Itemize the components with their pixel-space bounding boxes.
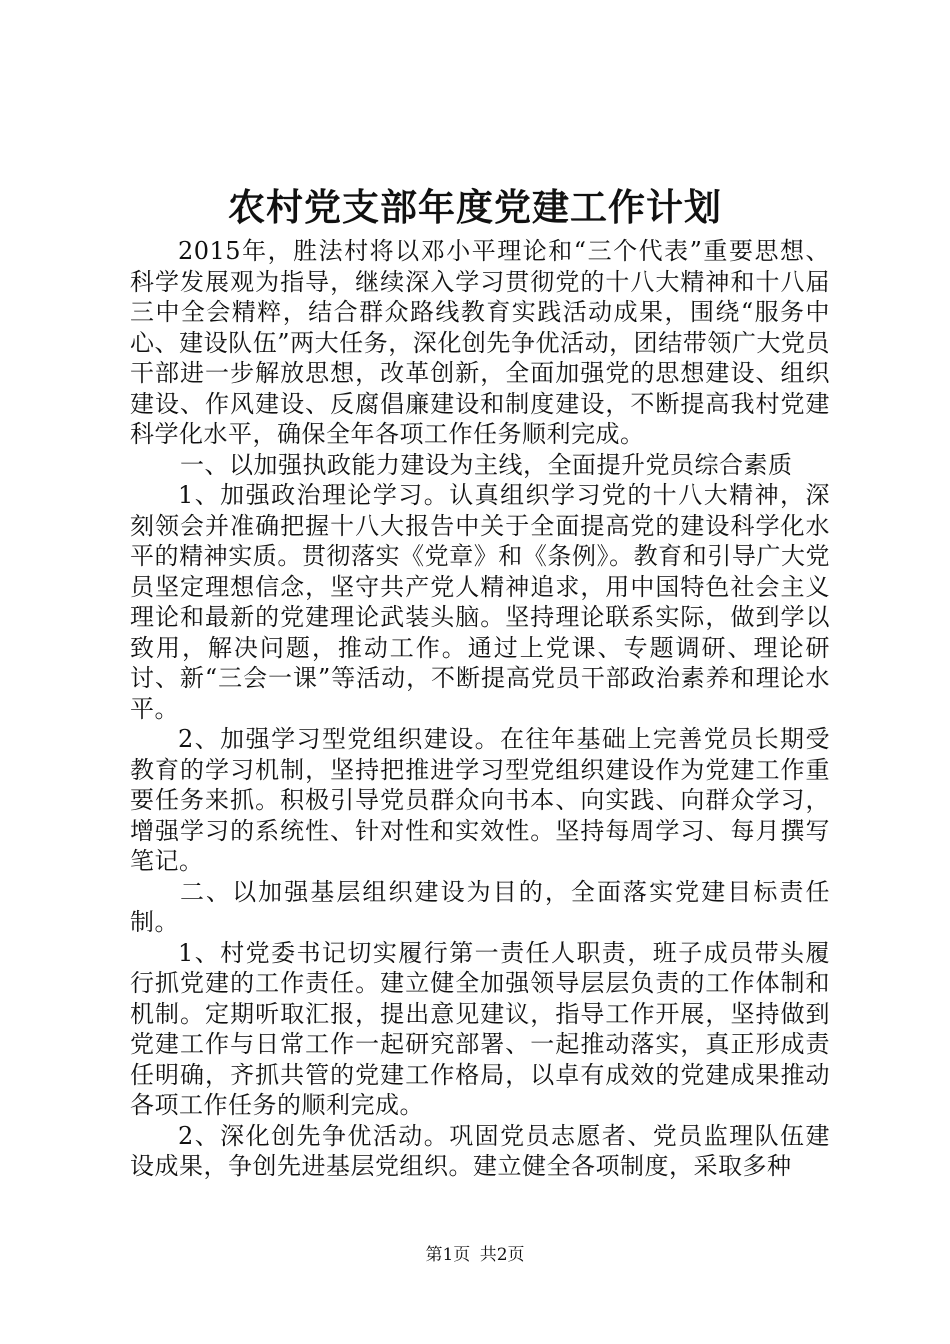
intro-paragraph: 2015年，胜法村将以邓小平理论和“三个代表”重要思想、科学发展观为指导，继续深入学习贯彻党的十八大精神和十八届三中全会精粹，结合群众路线教育实践活动成果，围绕“服务中心、建设队伍”两大任务，深化创先争优活动，团结带领广大党员干部进一步解放思想，改革创新，全面加强党的思想建设、组织建设、作风建设、反腐倡廉建设和制度建设，不断提高我村党建科学化水平，确保全年各项工作任务顺利完成。	[130, 237, 830, 448]
document-body	[130, 236, 830, 1182]
section-1-item-2: 2、加强学习型党组织建设。在往年基础上完善党员长期受教育的学习机制，坚持把推进学习型党组织建设作为党建工作重要任务来抓。积极引导党员群众向书本、向实践、向群众学习，增强学习的系统性、针对性和实效性。坚持每周学习、每月撰写笔记。	[130, 725, 830, 875]
section-heading-1: 一、以加强执政能力建设为主线，全面提升党员综合素质	[180, 450, 793, 479]
section-1-item-1: 1、加强政治理论学习。认真组织学习党的十八大精神，深刻领会并准确把握十八大报告中关于全面提高党的建设科学化水平的精神实质。贯彻落实《党章》和《条例》。教育和引导广大党员坚定理想信念，坚守共产党人精神追求，用中国特色社会主义理论和最新的党建理论武装头脑。坚持理论联系实际，做到学以致用，解决问题，推动工作。通过上党课、专题调研、理论研讨、新“三会一课”等活动，不断提高党员干部政治素养和理论水平。	[130, 481, 830, 723]
section-2-item-1: 1、村党委书记切实履行第一责任人职责，班子成员带头履行抓党建的工作责任。建立健全加强领导层层负责的工作体制和机制。定期听取汇报，提出意见建议，指导工作开展，坚持做到党建工作与日常工作一起研究部署、一起推动落实，真正形成责任明确，齐抓共管的党建工作格局，以卓有成效的党建成果推动各项工作任务的顺利完成。	[130, 938, 830, 1119]
page-number: 第1页	[425, 1245, 471, 1265]
section-heading-2: 二、以加强基层组织建设为目的，全面落实党建目标责任制。	[130, 877, 830, 936]
document-title: 农村党支部年度党建工作计划	[228, 185, 722, 229]
page-footer	[0, 1243, 950, 1267]
page-total: 共2页	[479, 1245, 525, 1265]
section-2-item-2: 2、深化创先争优活动。巩固党员志愿者、党员监理队伍建设成果，争创先进基层党组织。建立健全各项制度，采取多种	[130, 1121, 830, 1180]
